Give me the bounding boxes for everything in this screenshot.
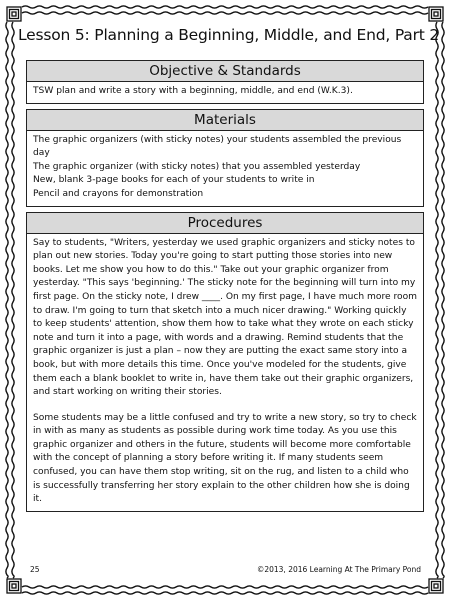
border-wave-line xyxy=(22,592,428,594)
procedures-heading: Procedures xyxy=(27,213,423,234)
materials-item: New, blank 3-page books for each of your students to write in xyxy=(33,175,315,186)
objective-heading: Objective & Standards xyxy=(27,61,423,82)
objective-section xyxy=(26,60,424,104)
page-number: 25 xyxy=(30,565,40,574)
materials-body xyxy=(27,131,423,206)
materials-item: Pencil and crayons for demonstration xyxy=(33,188,204,199)
border-wave-line xyxy=(6,22,8,578)
copyright-notice: ©2013, 2016 Learning At The Primary Pond xyxy=(256,565,421,574)
border-wave-line xyxy=(22,6,428,8)
objective-text: TSW plan and write a story with a beginning, middle, and end (W.K.3). xyxy=(33,86,353,96)
materials-section xyxy=(26,109,424,207)
materials-heading: Materials xyxy=(27,110,423,131)
materials-item: The graphic organizer (with sticky notes) that you assembled yesterday xyxy=(33,161,361,172)
lesson-content xyxy=(26,60,424,517)
materials-item: The graphic organizers (with sticky notes) your students assembled the previous day xyxy=(33,134,402,159)
procedures-body xyxy=(27,234,423,511)
objective-body xyxy=(27,82,423,103)
border-wave-line xyxy=(436,22,438,578)
border-wave-line xyxy=(22,586,428,588)
procedures-section xyxy=(26,212,424,512)
border-wave-line xyxy=(22,12,428,14)
procedures-paragraph: Say to students, "Writers, yesterday we used graphic organizers and sticky notes to plan out new stories. Today you're going to start putting those stories into new books. Let me show you how to do this." Take out your graphic organizer from yesterday. "This says 'beginning.' The sticky note for the beginning will turn into my first page. On the sticky note, I drew ____. On my first page, I have much more room to draw. I'm going to turn that sketch into a much nicer drawing." Working quickly to keep students' attention, show them how to take what they wrote on each sticky note and turn it into a page, with words and a drawing. Remind students that the graphic organizer is just a plan – now they are putting the exact same story into a book, but with more details this time. Once you've modeled for the students, give them each a blank booklet to write in, have them take out their graphic organizers, and start working on writing their stories. xyxy=(33,237,417,398)
procedures-paragraph: Some students may be a little confused and try to write a new story, so try to check in with as many as students as possible during work time today. As you use this graphic organizer and others in the future, students will become more comfortable with the concept of planning a story before writing it. If many students seem confused, you can have them stop writing, sit on the rug, and listen to a child who is successfully transferring her story explain to the other children how she is doing it. xyxy=(33,412,417,505)
page-title: Lesson 5: Planning a Beginning, Middle, and End, Part 2 xyxy=(18,26,440,44)
border-wave-line xyxy=(442,22,444,578)
border-wave-line xyxy=(12,22,14,578)
